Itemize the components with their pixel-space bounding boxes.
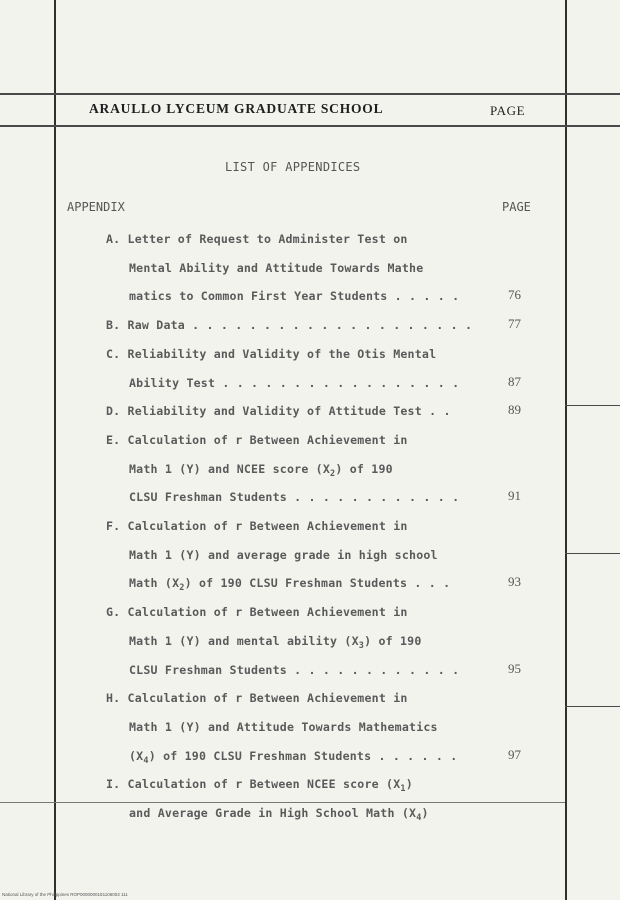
right-tick-2 xyxy=(565,553,620,554)
appendix-entry-line: Ability Test . . . . . . . . . . . . . . . . . xyxy=(129,375,460,390)
appendix-entry-line: F. Calculation of r Between Achievement in xyxy=(106,519,408,533)
header-page-label: PAGE xyxy=(490,103,526,118)
appendix-entry-line: D. Reliability and Validity of Attitude Test . . xyxy=(106,404,451,419)
right-tick-1 xyxy=(565,405,620,406)
appendix-page-number: 77 xyxy=(508,316,521,332)
appendix-entry-line: Mental Ability and Attitude Towards Mathe xyxy=(129,260,424,275)
appendix-entry-line: G. Calculation of r Between Achievement in xyxy=(106,605,408,620)
appendix-entry-line: Math $(X_2)$ of 190 CLSU Freshman Students . . . xyxy=(129,576,451,594)
appendix-page-number: 87 xyxy=(508,373,521,389)
right-tick-3 xyxy=(565,706,620,707)
appendix-entry-line: Math 1 (Y) and average grade in high school xyxy=(129,547,438,562)
appendix-entry-line: CLSU Freshman Students . . . . . . . . . . . . xyxy=(129,490,460,505)
appendix-page-number: 97 xyxy=(508,746,521,762)
left-margin-line xyxy=(54,0,56,900)
appendix-entry-line: I. Calculation of r Between NCEE score $(X_1)$ xyxy=(106,777,413,795)
bottom-rule-line xyxy=(0,802,565,803)
appendix-entry-line: Math 1 (Y) and Attitude Towards Mathematics xyxy=(129,719,438,734)
appendix-entry-line: C. Reliability and Validity of the Otis Mental xyxy=(106,346,437,361)
appendix-entry-line: H. Calculation of r Between Achievement in xyxy=(106,691,408,706)
footer-note: National Library of the Philippines ROP0000000181106003 111 xyxy=(2,892,128,897)
appendix-page-number: 95 xyxy=(508,660,521,676)
appendix-entry-line: Math 1 (Y) and NCEE score $(X_2)$ of 190 xyxy=(129,461,393,479)
appendix-entry-line: A. Letter of Request to Administer Test on xyxy=(106,232,408,246)
appendix-column-label: APPENDIX xyxy=(67,200,125,214)
appendix-entry-line: and Average Grade in High School Math $(X_4)$ xyxy=(129,806,429,823)
header-top-line xyxy=(0,93,620,95)
school-name: ARAULLO LYCEUM GRADUATE SCHOOL xyxy=(89,101,384,116)
appendix-page-number: 89 xyxy=(508,402,521,418)
appendix-entry-line: E. Calculation of r Between Achievement in xyxy=(106,432,408,447)
appendix-entry-line: matics to Common First Year Students . . . . . xyxy=(129,289,460,304)
list-title: LIST OF APPENDICES xyxy=(225,160,361,174)
appendix-page-number: 76 xyxy=(508,287,521,303)
right-margin-line xyxy=(565,0,567,900)
appendix-entry-line: B. Raw Data . . . . . . . . . . . . . . . . . . . . xyxy=(106,318,473,333)
page-column-label: PAGE xyxy=(502,200,531,214)
appendix-entry-line: Math 1 (Y) and mental ability $(X_3)$ of 190 xyxy=(129,633,422,651)
appendix-page-number: 91 xyxy=(508,488,521,504)
header-bottom-line xyxy=(0,125,620,127)
appendix-page-number: 93 xyxy=(508,574,521,590)
appendix-entry-line: $(X_4)$ of 190 CLSU Freshman Students . . . . . . xyxy=(129,748,458,766)
appendix-entry-line: CLSU Freshman Students . . . . . . . . . . . . xyxy=(129,662,460,677)
